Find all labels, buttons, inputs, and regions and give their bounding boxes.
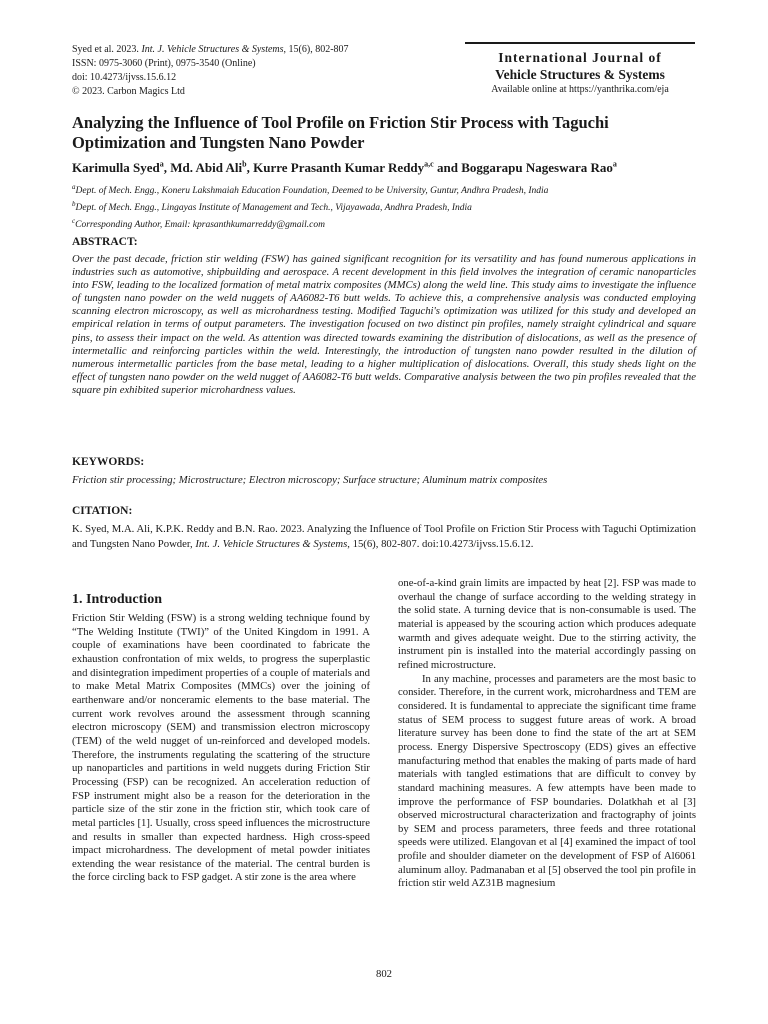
author: Karimulla Syed$^a$, — [72, 160, 171, 176]
citation-authors: Syed et al. 2023. — [72, 44, 142, 55]
affiliations — [72, 181, 697, 232]
citation-volume: , 15(6), 802-807 — [283, 44, 349, 55]
author-list — [72, 160, 697, 176]
keywords-heading: KEYWORDS: — [72, 456, 145, 468]
doi: doi: 10.4273/ijvss.15.6.12 — [72, 72, 177, 83]
paragraph: Friction Stir Welding (FSW) is a strong welding technique found by “The Welding Institute (TWI)” of the United Kingdom in 1991. A couple of examinations have been coordinated to fabricate the exhaustion confrontation of mix welds, to progress the superplastic and disintegration impediment properties of a couple of materials and to make Metal Matrix Composites (MMCs) over the joining of earthenware and/or nonceramic elements to the base material. The current work revolves around the assessment through scanning electron microscopy (SEM) and transmission electron microscopy (TEM) of the weld nugget of un-reinforced and developed models. Therefore, the instruments regulating the scattering of the structure up nanoparticles and partitions in weld nuggets during Friction Stir Processing (FSP) can be recognized. An acceleration reduction of FSP instrument might also be a reason for the deterioration in the particle size of the stir zone in the friction stir, which took care of metal particles [1]. Usually, cross speed influences the microstructure and results in smaller than expected hardness. High cross-speed impact microhardness. The development of metal powder initiates extending the wear resistance of the material. The central burden is the force circling back to FSP gadget. A stir zone is the area where — [72, 612, 370, 884]
paper-title: Analyzing the Influence of Tool Profile on Friction Stir Process with Taguchi Optimization and Tungsten Nano Powder — [72, 113, 609, 152]
affiliation: $^b$Dept. of Mech. Engg., Lingayas Institute of Management and Tech., Vijayawada, Andhra Pradesh, India — [72, 200, 472, 214]
journal-availability: Available online at https://yanthrika.com/eja — [491, 84, 669, 95]
author: Boggarapu Nageswara Rao$^a$ — [461, 160, 617, 176]
keywords-text: Friction stir processing; Microstructure; Electron microscopy; Surface structure; Aluminum matrix composites — [72, 474, 548, 486]
journal-masthead — [465, 42, 695, 96]
abstract-text: Over the past decade, friction stir welding (FSW) has gained significant recognition for its versatility and has found numerous applications in industries such as automotive, shipbuilding and aerospace. A recent development in this field involves the integration of ceramic nanoparticles into FSW, leading to the localized formation of metal matrix composites (MMCs) along the weld line. This study aims to investigate the influence of tungsten nano powder on the weld nuggets of AA6082-T6 butt welds. To achieve this, a comprehensive analysis was conducted employing scanning electron microscopy, as well as microhardness testing. Modified Taguchi's optimization was utilized for this study and developed an empirical relation in terms of output parameters. The investigation focused on two distinct pin profiles, namely straight cylindrical and square pins, to assess their impact on the weld. As attention was directed towards examining the distribution of dislocations, as well as the presence of intermetallic and reinforcing particles within the weld. Interestingly, the introduction of tungsten nano powder resulted in the dilution of numerous intermetallic particles from the base metal, leading to a higher multiplication of dislocations. Overall, this study sheds light on the effect of tungsten nano powder on the weld nugget of AA6082-T6 butt welds. Comparative analysis between the two pin profiles revealed that the square pin exhibited superior microhardness values. — [72, 253, 696, 396]
section-heading-introduction: 1. Introduction — [72, 592, 162, 607]
author: Kurre Prasanth Kumar Reddy$^{a,c}$ and — [253, 160, 462, 176]
citation-heading: CITATION: — [72, 505, 133, 517]
issn: ISSN: 0975-3060 (Print), 0975-3540 (Online) — [72, 58, 256, 69]
copyright: © 2023. Carbon Magics Ltd — [72, 86, 185, 97]
corresponding-author: $^c$Corresponding Author, Email: kprasanthkumarreddy@gmail.com — [72, 217, 325, 231]
citation-text: K. Syed, M.A. Ali, K.P.K. Reddy and B.N. Rao. 2023. Analyzing the Influence of Tool Profile on Friction Stir Process with Taguchi Optimization and Tungsten Nano Powder, Int. J. Vehicle Structures & Systems, 15(6), 802-807. doi:10.4273/ijvss.15.6.12. — [72, 523, 696, 550]
affiliation: $^a$Dept. of Mech. Engg., Koneru Lakshmaiah Education Foundation, Deemed to be University, Guntur, Andhra Pradesh, India — [72, 183, 549, 197]
article-metadata — [72, 43, 349, 99]
citation-journal: Int. J. Vehicle Structures & Systems — [141, 44, 284, 55]
body-column-right — [398, 577, 696, 891]
page-number: 802 — [375, 968, 393, 980]
abstract-heading: ABSTRACT: — [72, 236, 138, 248]
journal-name-line2: Vehicle Structures & Systems — [495, 67, 665, 82]
body-column-left — [72, 612, 370, 885]
author: Md. Abid Ali$^b$, — [170, 160, 254, 176]
paragraph: In any machine, processes and parameters are the most basic to consider. Therefore, in the current work, microhardness and TEM are considered. It is fundamental to appreciate the significant time frame status of SEM process to suggest future areas of work. A broad literature survey has been done to find the state of the art at SEM process. Energy Dispersive Spectroscopy (EDS) gives an effective manufacturing method that enables the making of parts made of hard materials with tangled estimations that are difficult to convey by standard machining measures. A few attempts have been made to improve the performance of FSP boundaries. Dolatkhah et al [3] observed microstructural characterization and fractography of joints by SEM and process parameters, three feeds and three rotational speeds were utilized. Elangovan et al [4] examined the impact of tool profile and shoulder diameter on the development of FSP of Al6061 aluminum alloy. Padmanaban et al [5] observed the tool pin profile in friction stir weld AZ31B magnesium — [398, 672, 696, 890]
paragraph: one-of-a-kind grain limits are impacted by heat [2]. FSP was made to overhaul the change of surface according to the welding strategy in the solid state. A turning device that is non-consumable is used. The material is appeased by the scouring action which produces adequate warmth and gives adequate weight. Due to the stirring activity, the instrument pin is installed into the material accordingly passing on refined microstructure. — [398, 577, 696, 671]
journal-name-line1: International Journal of — [498, 50, 662, 65]
article-citation-line — [72, 43, 349, 57]
